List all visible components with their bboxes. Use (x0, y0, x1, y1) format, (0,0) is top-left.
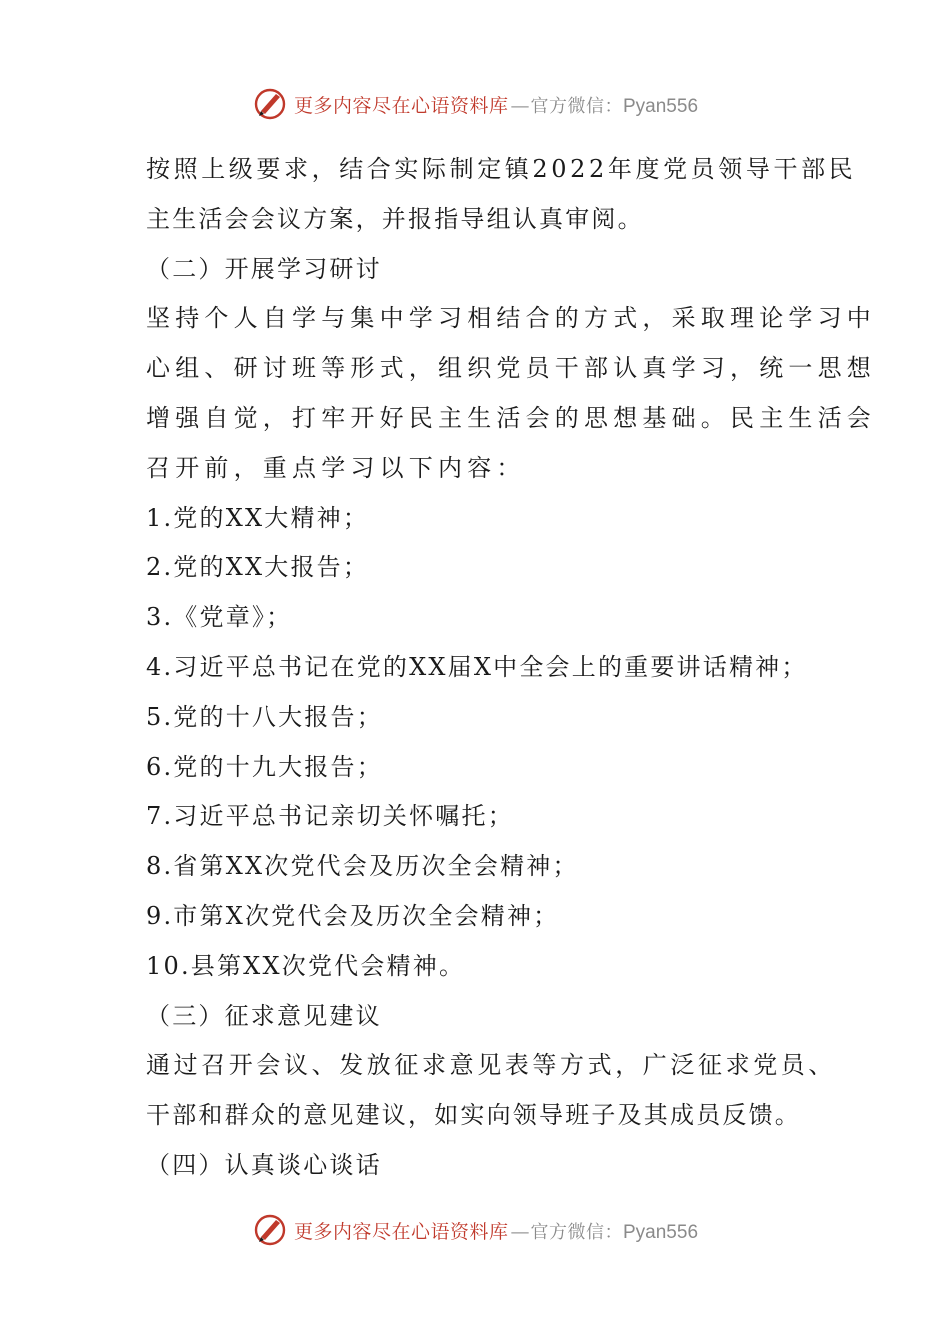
paragraph-line: 增强自觉，打牢开好民主生活会的思想基础。民主生活会 (146, 403, 876, 432)
section-heading: （四）认真谈心谈话 (146, 1150, 382, 1179)
paragraph-line: 按照上级要求，结合实际制定镇2022年度党员领导干部民 (146, 155, 857, 183)
paragraph-line: 心组、研讨班等形式，组织党员干部认真学习，统一思想 (146, 354, 876, 383)
section-heading: （二）开展学习研讨 (146, 254, 382, 283)
wechat-handle: Pyan556 (623, 95, 699, 117)
brand-text: 更多内容尽在心语资料库 (293, 94, 509, 117)
list-item: 10.县第XX次党代会精神。 (146, 951, 466, 980)
list-item: 8.省第XX次党代会及历次全会精神； (146, 852, 579, 881)
list-item: 5.党的十八大报告； (146, 702, 383, 731)
list-item: 2.党的XX大报告； (146, 553, 370, 582)
banner-dash: — (510, 94, 529, 117)
header-banner (0, 84, 950, 124)
banner-dash: — (510, 1220, 529, 1243)
banner-text (294, 1217, 698, 1244)
footer-banner (0, 1210, 950, 1250)
banner-text (294, 91, 698, 118)
paragraph-line: 干部和群众的意见建议，如实向领导班子及其成员反馈。 (146, 1101, 801, 1130)
wechat-label: 官方微信： (530, 1221, 623, 1243)
list-item: 3.《党章》； (146, 603, 293, 632)
list-item: 4.习近平总书记在党的XX届X中全会上的重要讲话精神； (146, 652, 808, 681)
list-item: 1.党的XX大精神； (146, 503, 370, 532)
wechat-label: 官方微信： (530, 95, 623, 117)
list-item: 7.习近平总书记亲切关怀嘱托； (146, 802, 514, 831)
paragraph-line: 主生活会会议方案，并报指导组认真审阅。 (146, 204, 644, 233)
paragraph-line: 坚持个人自学与集中学习相结合的方式，采取理论学习中 (146, 304, 876, 333)
pen-logo-icon (252, 1212, 288, 1248)
paragraph-line: 通过召开会议、发放征求意见表等方式，广泛征求党员、 (146, 1051, 836, 1080)
list-item: 6.党的十九大报告； (146, 752, 383, 781)
paragraph-line: 召开前，重点学习以下内容： (146, 453, 526, 482)
pen-logo-icon (252, 86, 288, 122)
brand-text: 更多内容尽在心语资料库 (293, 1220, 509, 1243)
section-heading: （三）征求意见建议 (146, 1001, 382, 1030)
document-body (146, 145, 876, 1191)
list-item: 9.市第X次党代会及历次全会精神； (146, 901, 560, 930)
wechat-handle: Pyan556 (623, 1221, 699, 1243)
